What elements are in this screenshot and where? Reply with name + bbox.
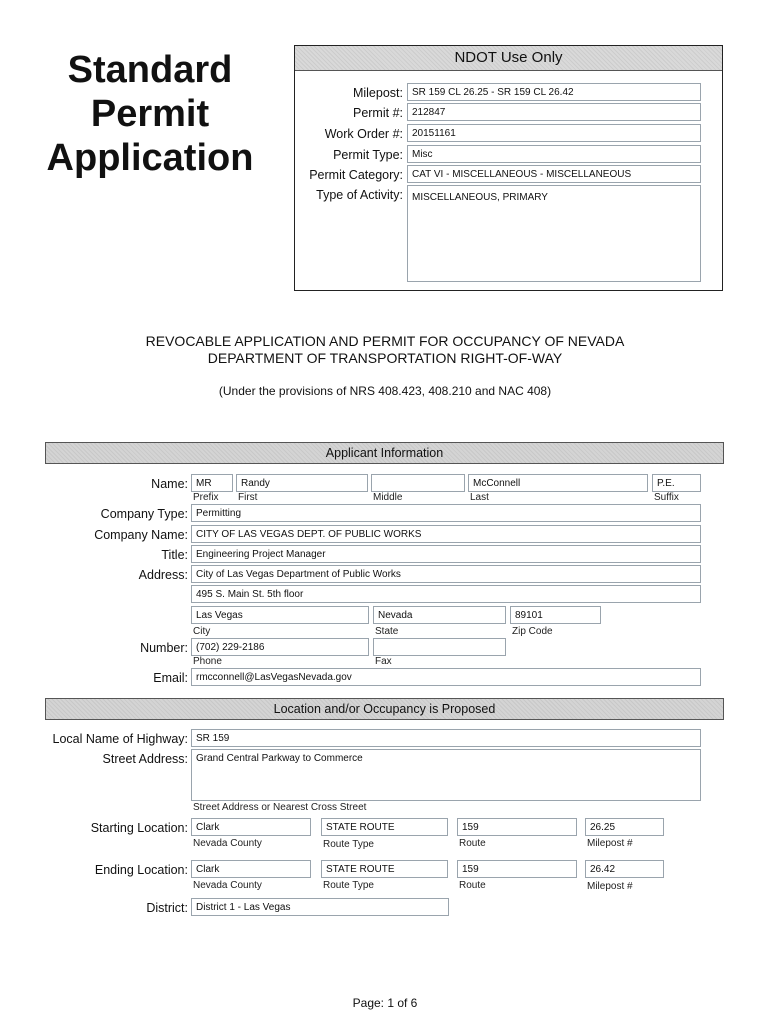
highway-field[interactable]: SR 159: [191, 729, 701, 747]
form-title: [40, 48, 260, 180]
provisions-note: (Under the provisions of NRS 408.423, 408.210 and NAC 408): [218, 384, 552, 398]
end-route-caption: Route: [459, 880, 486, 891]
type-of-activity-field[interactable]: MISCELLANEOUS, PRIMARY: [407, 185, 701, 282]
district-field[interactable]: District 1 - Las Vegas: [191, 898, 449, 916]
zip-code-field[interactable]: 89101: [510, 606, 601, 624]
end-county-field[interactable]: Clark: [191, 860, 311, 878]
permit-number-field[interactable]: 212847: [407, 103, 701, 121]
last-name-field[interactable]: McConnell: [468, 474, 648, 492]
street-caption: Street Address or Nearest Cross Street: [193, 802, 367, 813]
title-label: Title:: [161, 548, 188, 562]
work-order-field[interactable]: 20151161: [407, 124, 701, 142]
form-title-line-2: Permit: [90, 93, 210, 135]
start-route-type-field[interactable]: STATE ROUTE: [321, 818, 448, 836]
address-line-2-field[interactable]: 495 S. Main St. 5th floor: [191, 585, 701, 603]
start-county-field[interactable]: Clark: [191, 818, 311, 836]
company-type-label: Company Type:: [100, 507, 188, 521]
first-caption: First: [238, 492, 258, 503]
first-name-field[interactable]: Randy: [236, 474, 368, 492]
prefix-field[interactable]: MR: [191, 474, 233, 492]
state-field[interactable]: Nevada: [373, 606, 506, 624]
start-route-type-caption: Route Type: [323, 839, 374, 850]
location-section-header: Location and/or Occupancy is Proposed: [45, 698, 724, 720]
district-label: District:: [146, 901, 188, 915]
fax-field[interactable]: [373, 638, 506, 656]
ending-location-label: Ending Location:: [94, 863, 188, 877]
end-route-field[interactable]: 159: [457, 860, 577, 878]
phone-field[interactable]: (702) 229-2186: [191, 638, 369, 656]
ndot-header: NDOT Use Only: [295, 46, 722, 71]
zip-caption: Zip Code: [512, 626, 553, 637]
end-milepost-caption: Milepost #: [587, 881, 633, 892]
company-type-field[interactable]: Permitting: [191, 504, 701, 522]
suffix-field[interactable]: P.E.: [652, 474, 701, 492]
street-address-label: Street Address:: [102, 752, 188, 766]
phone-caption: Phone: [193, 656, 222, 667]
work-order-label: Work Order #:: [324, 127, 403, 141]
starting-location-label: Starting Location:: [90, 821, 188, 835]
address-line-1-field[interactable]: City of Las Vegas Department of Public Works: [191, 565, 701, 583]
title-field[interactable]: Engineering Project Manager: [191, 545, 701, 563]
last-caption: Last: [470, 492, 489, 503]
type-of-activity-label: Type of Activity:: [316, 188, 403, 202]
permit-type-field[interactable]: Misc: [407, 145, 701, 163]
start-county-caption: Nevada County: [193, 838, 262, 849]
permit-number-label: Permit #:: [352, 106, 403, 120]
street-address-field[interactable]: Grand Central Parkway to Commerce: [191, 749, 701, 801]
start-milepost-field[interactable]: 26.25: [585, 818, 664, 836]
suffix-caption: Suffix: [654, 492, 679, 503]
permit-type-label: Permit Type:: [333, 148, 403, 162]
milepost-label: Milepost:: [352, 86, 403, 100]
end-route-type-caption: Route Type: [323, 880, 374, 891]
number-label: Number:: [140, 641, 188, 655]
email-label: Email:: [153, 671, 188, 685]
company-name-label: Company Name:: [94, 528, 188, 542]
form-title-line-3: Application: [46, 137, 254, 179]
city-field[interactable]: Las Vegas: [191, 606, 369, 624]
end-milepost-field[interactable]: 26.42: [585, 860, 664, 878]
name-label: Name:: [151, 477, 188, 491]
prefix-caption: Prefix: [193, 492, 219, 503]
permit-heading-line-1: REVOCABLE APPLICATION AND PERMIT FOR OCCUPANCY OF NEVADA: [145, 333, 625, 349]
start-route-field[interactable]: 159: [457, 818, 577, 836]
permit-heading-line-2: DEPARTMENT OF TRANSPORTATION RIGHT-OF-WAY: [207, 350, 563, 366]
page-number: Page: 1 of 6: [352, 996, 418, 1010]
start-route-caption: Route: [459, 838, 486, 849]
fax-caption: Fax: [375, 656, 392, 667]
permit-category-label: Permit Category:: [309, 168, 403, 182]
middle-name-field[interactable]: [371, 474, 465, 492]
form-title-line-1: Standard: [67, 49, 233, 91]
end-route-type-field[interactable]: STATE ROUTE: [321, 860, 448, 878]
state-caption: State: [375, 626, 399, 637]
highway-label: Local Name of Highway:: [52, 732, 188, 746]
email-field[interactable]: rmcconnell@LasVegasNevada.gov: [191, 668, 701, 686]
end-county-caption: Nevada County: [193, 880, 262, 891]
permit-category-field[interactable]: CAT VI - MISCELLANEOUS - MISCELLANEOUS: [407, 165, 701, 183]
milepost-field[interactable]: SR 159 CL 26.25 - SR 159 CL 26.42: [407, 83, 701, 101]
middle-caption: Middle: [373, 492, 403, 503]
city-caption: City: [193, 626, 211, 637]
start-milepost-caption: Milepost #: [587, 838, 633, 849]
applicant-section-header: Applicant Information: [45, 442, 724, 464]
company-name-field[interactable]: CITY OF LAS VEGAS DEPT. OF PUBLIC WORKS: [191, 525, 701, 543]
address-label: Address:: [138, 568, 188, 582]
